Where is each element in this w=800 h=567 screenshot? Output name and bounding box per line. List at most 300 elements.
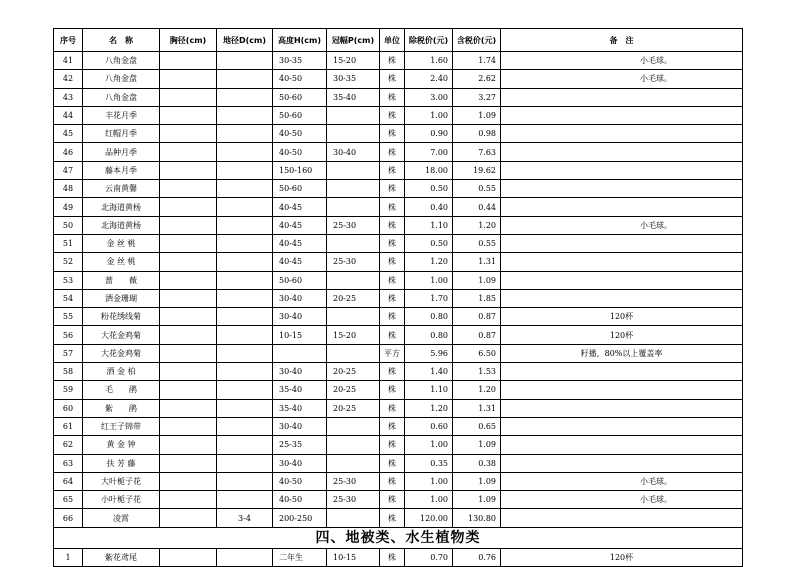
cell-price-ex-tax: 7.00 [405,143,453,161]
cell-price-ex-tax: 120.00 [405,509,453,527]
cell-ground-diameter [217,216,273,234]
cell-chest-diameter [160,161,217,179]
cell-unit: 株 [380,417,405,435]
cell-price-ex-tax: 1.00 [405,436,453,454]
cell-height: 50-60 [273,106,327,124]
cell-ground-diameter [217,399,273,417]
cell-note: 120杯 [501,548,743,566]
cell-price-ex-tax: 2.40 [405,70,453,88]
header-price-ex-tax: 除税价(元) [405,29,453,52]
cell-chest-diameter [160,106,217,124]
cell-name: 洒金珊瑚 [83,289,160,307]
cell-height: 30-40 [273,454,327,472]
cell-crown [327,417,380,435]
cell-no: 59 [54,381,83,399]
cell-price-ex-tax: 1.70 [405,289,453,307]
cell-ground-diameter [217,271,273,289]
cell-price-ex-tax: 1.00 [405,472,453,490]
cell-crown: 25-30 [327,472,380,490]
cell-chest-diameter [160,548,217,566]
cell-crown: 30-40 [327,143,380,161]
cell-ground-diameter [217,344,273,362]
cell-price-inc-tax: 1.85 [453,289,501,307]
table-row [54,491,743,509]
cell-unit: 平方 [380,344,405,362]
cell-ground-diameter [217,180,273,198]
cell-price-inc-tax: 0.38 [453,454,501,472]
table-row [54,454,743,472]
cell-ground-diameter [217,454,273,472]
cell-chest-diameter [160,216,217,234]
table-row [54,198,743,216]
cell-price-inc-tax: 1.09 [453,436,501,454]
cell-crown [327,509,380,527]
table-row [54,509,743,527]
cell-name: 品种月季 [83,143,160,161]
cell-price-inc-tax: 1.31 [453,253,501,271]
cell-price-inc-tax: 1.09 [453,106,501,124]
cell-name: 丰花月季 [83,106,160,124]
cell-height: 50-60 [273,180,327,198]
cell-no: 1 [54,548,83,566]
cell-price-ex-tax: 1.40 [405,363,453,381]
cell-chest-diameter [160,52,217,70]
cell-name: 八角金盘 [83,70,160,88]
cell-chest-diameter [160,125,217,143]
cell-crown [327,125,380,143]
cell-chest-diameter [160,271,217,289]
cell-no: 42 [54,70,83,88]
cell-note: 小毛球。 [501,491,743,509]
cell-no: 56 [54,326,83,344]
cell-crown: 20-25 [327,363,380,381]
table-row [54,308,743,326]
cell-name: 小叶栀子花 [83,491,160,509]
cell-price-inc-tax: 0.76 [453,548,501,566]
cell-height: 30-40 [273,308,327,326]
cell-ground-diameter [217,88,273,106]
cell-name: 紫花鸢尾 [83,548,160,566]
cell-no: 46 [54,143,83,161]
cell-price-ex-tax: 1.20 [405,399,453,417]
cell-ground-diameter [217,436,273,454]
table-row [54,472,743,490]
cell-price-ex-tax: 1.60 [405,52,453,70]
cell-crown [327,271,380,289]
cell-note [501,271,743,289]
section-title: 四、地被类、水生植物类 [54,527,743,548]
cell-chest-diameter [160,88,217,106]
cell-unit: 株 [380,548,405,566]
cell-crown [327,454,380,472]
header-name: 名 称 [83,29,160,52]
cell-no: 51 [54,234,83,252]
cell-height [273,344,327,362]
cell-note [501,436,743,454]
cell-ground-diameter [217,326,273,344]
table-row [54,70,743,88]
table-row [54,253,743,271]
cell-chest-diameter [160,180,217,198]
table-row [54,399,743,417]
cell-chest-diameter [160,381,217,399]
cell-note: 籽播，80%以上覆盖率 [501,344,743,362]
cell-price-ex-tax: 0.80 [405,308,453,326]
cell-chest-diameter [160,198,217,216]
cell-height: 10-15 [273,326,327,344]
cell-note [501,417,743,435]
cell-price-ex-tax: 1.00 [405,271,453,289]
cell-price-ex-tax: 0.60 [405,417,453,435]
cell-height: 200-250 [273,509,327,527]
cell-unit: 株 [380,216,405,234]
cell-name: 大花金鸡菊 [83,326,160,344]
cell-no: 45 [54,125,83,143]
cell-no: 62 [54,436,83,454]
cell-name: 洒 金 柏 [83,363,160,381]
cell-unit: 株 [380,436,405,454]
cell-price-ex-tax: 1.10 [405,381,453,399]
cell-no: 54 [54,289,83,307]
cell-price-inc-tax: 1.20 [453,381,501,399]
cell-height: 40-45 [273,216,327,234]
cell-note [501,106,743,124]
cell-crown [327,180,380,198]
cell-ground-diameter [217,52,273,70]
cell-price-inc-tax: 1.09 [453,491,501,509]
cell-price-ex-tax: 0.80 [405,326,453,344]
cell-chest-diameter [160,234,217,252]
cell-no: 60 [54,399,83,417]
cell-price-ex-tax: 0.50 [405,234,453,252]
cell-price-ex-tax: 0.90 [405,125,453,143]
header-unit: 单位 [380,29,405,52]
table-row [54,271,743,289]
cell-height: 35-40 [273,381,327,399]
cell-note: 小毛球。 [501,216,743,234]
cell-name: 大叶栀子花 [83,472,160,490]
cell-height: 40-50 [273,472,327,490]
cell-unit: 株 [380,326,405,344]
cell-height: 30-40 [273,289,327,307]
cell-note [501,363,743,381]
cell-unit: 株 [380,509,405,527]
cell-note: 小毛球。 [501,472,743,490]
cell-price-inc-tax: 0.44 [453,198,501,216]
section-body [54,527,743,548]
cell-chest-diameter [160,509,217,527]
table-row [54,216,743,234]
cell-note [501,198,743,216]
cell-price-ex-tax: 3.00 [405,88,453,106]
cell-price-ex-tax: 0.50 [405,180,453,198]
cell-name: 紫 鹃 [83,399,160,417]
cell-no: 50 [54,216,83,234]
cell-unit: 株 [380,289,405,307]
cell-height: 40-45 [273,234,327,252]
table-row [54,344,743,362]
cell-price-ex-tax: 1.20 [405,253,453,271]
cell-crown: 25-30 [327,491,380,509]
cell-price-inc-tax: 1.09 [453,472,501,490]
cell-unit: 株 [380,271,405,289]
cell-crown [327,198,380,216]
cell-name: 红帽月季 [83,125,160,143]
cell-no: 41 [54,52,83,70]
cell-price-inc-tax: 0.55 [453,180,501,198]
table-row [54,326,743,344]
cell-crown: 30-35 [327,70,380,88]
cell-price-inc-tax: 6.50 [453,344,501,362]
cell-ground-diameter [217,234,273,252]
cell-price-inc-tax: 1.09 [453,271,501,289]
cell-height: 40-45 [273,253,327,271]
cell-unit: 株 [380,381,405,399]
cell-price-inc-tax: 1.20 [453,216,501,234]
cell-unit: 株 [380,198,405,216]
cell-no: 55 [54,308,83,326]
section-row [54,527,743,548]
cell-unit: 株 [380,125,405,143]
cell-unit: 株 [380,70,405,88]
cell-ground-diameter [217,363,273,381]
cell-height: 150-160 [273,161,327,179]
cell-note: 小毛球。 [501,52,743,70]
cell-ground-diameter [217,143,273,161]
table-row [54,180,743,198]
cell-chest-diameter [160,326,217,344]
cell-ground-diameter [217,161,273,179]
cell-name: 凌霄 [83,509,160,527]
cell-price-ex-tax: 0.35 [405,454,453,472]
cell-unit: 株 [380,161,405,179]
cell-no: 47 [54,161,83,179]
header-height: 高度H(cm) [273,29,327,52]
cell-price-inc-tax: 0.55 [453,234,501,252]
price-table [53,28,743,567]
cell-note [501,454,743,472]
cell-name: 北海道黄杨 [83,198,160,216]
cell-height: 30-35 [273,52,327,70]
cell-no: 48 [54,180,83,198]
table-row [54,417,743,435]
cell-unit: 株 [380,143,405,161]
cell-crown [327,234,380,252]
cell-no: 61 [54,417,83,435]
table-row [54,548,743,566]
cell-ground-diameter [217,253,273,271]
cell-ground-diameter [217,548,273,566]
cell-chest-diameter [160,454,217,472]
cell-chest-diameter [160,436,217,454]
cell-chest-diameter [160,289,217,307]
cell-unit: 株 [380,454,405,472]
cell-price-ex-tax: 1.00 [405,491,453,509]
cell-price-ex-tax: 1.00 [405,106,453,124]
cell-unit: 株 [380,472,405,490]
cell-crown [327,436,380,454]
cell-crown: 20-25 [327,399,380,417]
cell-unit: 株 [380,106,405,124]
cell-note [501,125,743,143]
header-ground-diameter: 地径D(cm) [217,29,273,52]
cell-ground-diameter [217,289,273,307]
cell-chest-diameter [160,143,217,161]
cell-crown [327,344,380,362]
cell-unit: 株 [380,180,405,198]
cell-ground-diameter [217,381,273,399]
cell-height: 40-50 [273,70,327,88]
cell-height: 40-50 [273,143,327,161]
cell-chest-diameter [160,344,217,362]
cell-height: 50-60 [273,88,327,106]
cell-ground-diameter [217,308,273,326]
cell-chest-diameter [160,472,217,490]
cell-name: 蔷 薇 [83,271,160,289]
cell-price-inc-tax: 130.80 [453,509,501,527]
cell-name: 粉花绣线菊 [83,308,160,326]
table-body [54,52,743,528]
cell-crown [327,106,380,124]
table-row [54,161,743,179]
cell-note [501,161,743,179]
cell-note: 120杯 [501,308,743,326]
cell-unit: 株 [380,88,405,106]
cell-unit: 株 [380,308,405,326]
cell-note: 小毛球。 [501,70,743,88]
cell-price-ex-tax: 5.96 [405,344,453,362]
cell-note [501,88,743,106]
cell-name: 云南黄馨 [83,180,160,198]
cell-unit: 株 [380,52,405,70]
cell-ground-diameter [217,125,273,143]
cell-price-inc-tax: 0.98 [453,125,501,143]
cell-name: 大花金鸡菊 [83,344,160,362]
cell-price-inc-tax: 2.62 [453,70,501,88]
cell-no: 43 [54,88,83,106]
cell-price-inc-tax: 1.74 [453,52,501,70]
cell-crown: 15-20 [327,326,380,344]
table-row [54,289,743,307]
table-row [54,52,743,70]
cell-height: 30-40 [273,417,327,435]
cell-height: 35-40 [273,399,327,417]
cell-name: 红王子锦带 [83,417,160,435]
cell-crown [327,161,380,179]
cell-height: 40-45 [273,198,327,216]
cell-note [501,381,743,399]
cell-height: 40-50 [273,125,327,143]
cell-crown: 20-25 [327,289,380,307]
cell-crown: 25-30 [327,253,380,271]
cell-chest-diameter [160,417,217,435]
cell-price-ex-tax: 0.40 [405,198,453,216]
cell-unit: 株 [380,234,405,252]
cell-price-inc-tax: 19.62 [453,161,501,179]
cell-price-inc-tax: 0.87 [453,326,501,344]
cell-note [501,253,743,271]
header-note: 备 注 [501,29,743,52]
table-row [54,234,743,252]
table-row [54,88,743,106]
cell-no: 53 [54,271,83,289]
header-no: 序号 [54,29,83,52]
table-row [54,381,743,399]
cell-note [501,509,743,527]
header-row [54,29,743,52]
cell-no: 52 [54,253,83,271]
cell-price-inc-tax: 1.53 [453,363,501,381]
cell-price-inc-tax: 7.63 [453,143,501,161]
cell-chest-diameter [160,399,217,417]
cell-name: 毛 鹃 [83,381,160,399]
cell-height: 25-35 [273,436,327,454]
cell-height: 50-60 [273,271,327,289]
cell-crown [327,308,380,326]
cell-note [501,234,743,252]
cell-price-inc-tax: 1.31 [453,399,501,417]
table-row [54,363,743,381]
cell-no: 57 [54,344,83,362]
cell-ground-diameter [217,417,273,435]
cell-name: 扶 芳 藤 [83,454,160,472]
header-price-inc-tax: 含税价(元) [453,29,501,52]
cell-unit: 株 [380,253,405,271]
cell-crown: 25-30 [327,216,380,234]
cell-ground-diameter [217,106,273,124]
cell-price-inc-tax: 0.87 [453,308,501,326]
table-row [54,106,743,124]
cell-price-ex-tax: 1.10 [405,216,453,234]
cell-height: 30-40 [273,363,327,381]
table-row [54,125,743,143]
cell-price-inc-tax: 3.27 [453,88,501,106]
cell-no: 64 [54,472,83,490]
cell-price-ex-tax: 0.70 [405,548,453,566]
cell-no: 65 [54,491,83,509]
cell-ground-diameter [217,198,273,216]
cell-note [501,180,743,198]
cell-ground-diameter [217,491,273,509]
cell-chest-diameter [160,253,217,271]
cell-price-inc-tax: 0.65 [453,417,501,435]
cell-unit: 株 [380,363,405,381]
cell-ground-diameter [217,472,273,490]
cell-note [501,143,743,161]
cell-price-ex-tax: 18.00 [405,161,453,179]
cell-height: 40-50 [273,491,327,509]
cell-name: 八角金盘 [83,52,160,70]
table-body-2 [54,548,743,566]
cell-name: 金 丝 桃 [83,234,160,252]
cell-chest-diameter [160,491,217,509]
table-row [54,143,743,161]
cell-chest-diameter [160,363,217,381]
cell-note: 120杯 [501,326,743,344]
cell-crown: 20-25 [327,381,380,399]
cell-unit: 株 [380,491,405,509]
cell-unit: 株 [380,399,405,417]
cell-no: 44 [54,106,83,124]
cell-no: 49 [54,198,83,216]
cell-no: 58 [54,363,83,381]
cell-ground-diameter: 3-4 [217,509,273,527]
cell-name: 八角金盘 [83,88,160,106]
cell-chest-diameter [160,70,217,88]
cell-note [501,289,743,307]
cell-crown: 15-20 [327,52,380,70]
cell-name: 藤本月季 [83,161,160,179]
